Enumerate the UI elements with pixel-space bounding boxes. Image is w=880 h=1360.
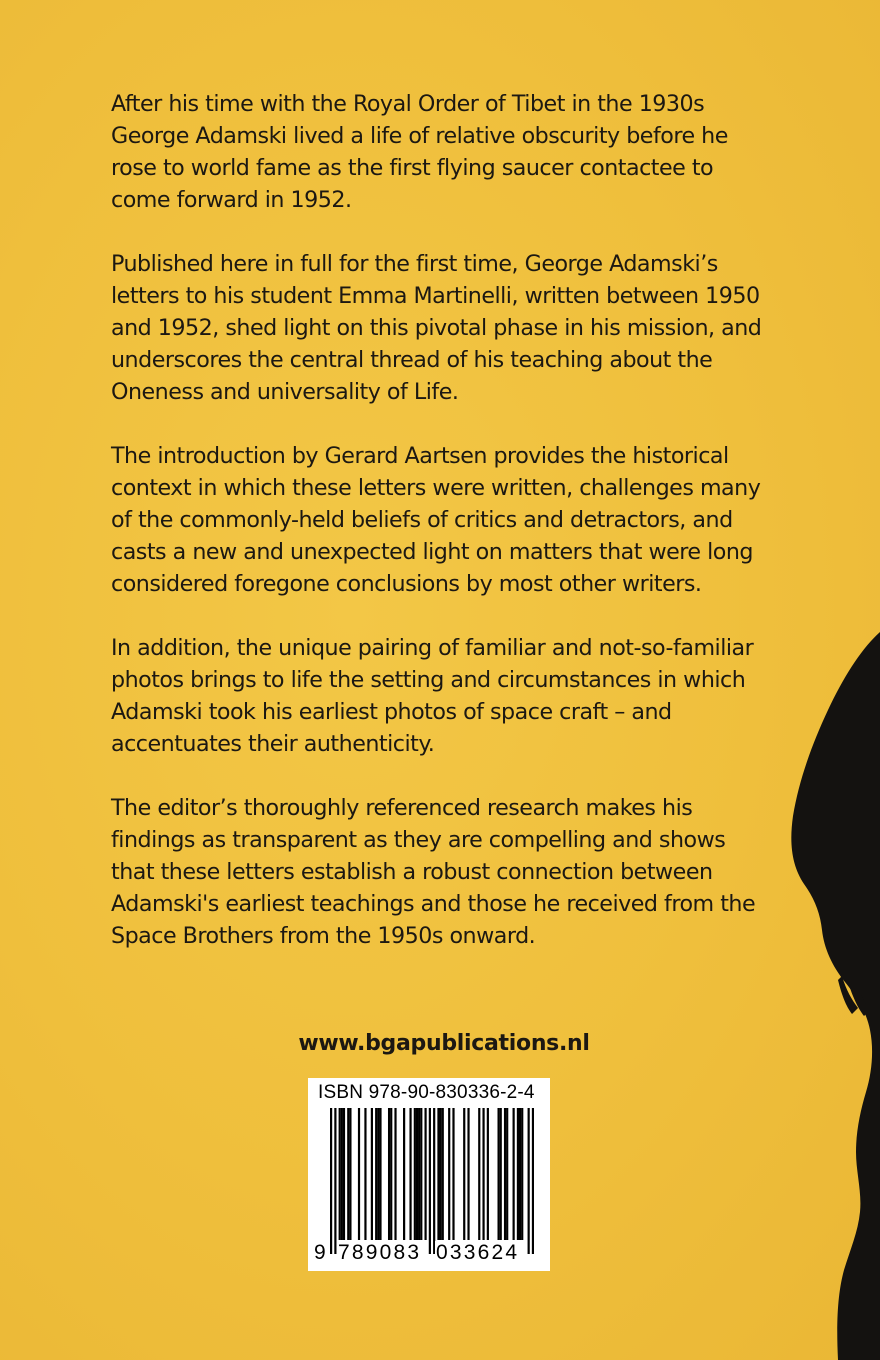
barcode-guard-bar [532,1108,534,1254]
barcode-bar [467,1108,469,1240]
barcode-bar [521,1108,523,1240]
barcode-bar [349,1108,351,1240]
barcode-bar [371,1108,373,1240]
barcode-bar [343,1108,345,1240]
blurb-paragraph: Published here in full for the first time, George Adamski’s letters to his student Emma Martinelli, written between 1950 and 1952, shed light on this pivotal phase in his mission, and underscores the central thread of his teaching about the Oneness and universality of Life. [111,251,762,405]
barcode-bar [504,1108,506,1240]
barcode-image [330,1108,534,1254]
barcode-guard-bar [528,1108,530,1254]
barcode-bar [390,1108,392,1240]
barcode-guard-bar [334,1108,336,1254]
barcode-bar [375,1108,377,1240]
barcode-bar [414,1108,416,1240]
barcode-bar [440,1108,442,1240]
barcode-bar [358,1108,360,1240]
barcode-bar [409,1108,411,1240]
barcode-bar [448,1108,450,1240]
barcode-bar [519,1108,521,1240]
barcode-bar [442,1108,444,1240]
blurb-paragraph: After his time with the Royal Order of Tibet in the 1930s George Adamski lived a life of relative obscurity before he rose to world fame as the first flying saucer contactee to come forward in 1952. [111,91,728,213]
barcode-bar [424,1108,426,1240]
blurb-paragraph: In addition, the unique pairing of familiar and not-so-familiar photos brings to life the setting and circumstances in which Adamski took his earliest photos of space craft – and accentuates their authenticity. [111,635,754,757]
barcode-guard-bar [330,1108,332,1254]
barcode-digit-group-right: 033624 [436,1241,520,1264]
barcode-bar [388,1108,390,1240]
barcode-bar [420,1108,422,1240]
blurb-text [111,88,771,984]
barcode-bar [416,1108,418,1240]
barcode-bar [482,1108,484,1240]
barcode-bar [452,1108,454,1240]
barcode-bar [437,1108,439,1240]
barcode-bar [478,1108,480,1240]
barcode-guard-bar [433,1108,435,1254]
barcode-digit-group-left: 789083 [338,1241,422,1264]
barcode-bar [463,1108,465,1240]
isbn-barcode-box [308,1078,550,1271]
blurb-paragraph: The introduction by Gerard Aartsen provides the historical context in which these letters were written, challenges many of the commonly-held beliefs of critics and detractors, and casts a new and unexpected light on matters that were long considered foregone conclusions by most other writers. [111,443,761,597]
barcode-bar [347,1108,349,1240]
barcode-bar [497,1108,499,1240]
barcode-bar [364,1108,366,1240]
barcode-lead-digit: 9 [314,1241,326,1264]
barcode-bar [487,1108,489,1240]
barcode-bar [341,1108,343,1240]
barcode-bar [500,1108,502,1240]
barcode-bar [418,1108,420,1240]
barcode-bar [379,1108,381,1240]
isbn-label: ISBN 978-90-830336-2-4 [318,1082,535,1103]
barcode-bar [513,1108,515,1240]
barcode-bar [394,1108,396,1240]
barcode-bar [506,1108,508,1240]
publisher-website: www.bgapublications.nl [298,1031,590,1056]
barcode-guard-bar [429,1108,431,1254]
barcode-bar [377,1108,379,1240]
barcode-bar [517,1108,519,1240]
barcode-bar [339,1108,341,1240]
blurb-paragraph: The editor’s thoroughly referenced research makes his findings as transparent as they are compelling and shows that these letters establish a robust connection between Adamski's earliest teachings and those he received from the Space Brothers from the 1950s onward. [111,795,756,949]
barcode-bar [403,1108,405,1240]
